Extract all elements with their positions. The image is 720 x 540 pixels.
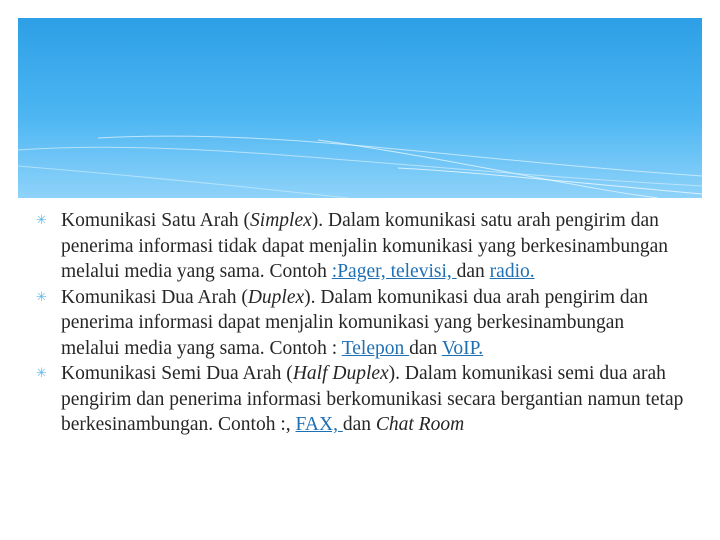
list-item-half-duplex bbox=[36, 361, 684, 438]
link-telepon[interactable]: Telepon bbox=[341, 337, 410, 359]
item-term: Simplex bbox=[250, 210, 312, 231]
item-text: dan bbox=[456, 261, 490, 282]
item-text: dan bbox=[409, 337, 442, 359]
item-text: dan bbox=[342, 414, 376, 435]
link-pager-televisi[interactable]: :Pager, televisi, bbox=[331, 261, 457, 282]
link-fax[interactable]: FAX, bbox=[295, 414, 343, 435]
item-text: ). Dalam komunikasi dua arah pengirim dan penerima informasi dapat menjalin komunikasi yang berkesinambungan melalui media yang sama. Contoh : bbox=[61, 286, 649, 359]
item-text: Komunikasi Satu Arah ( bbox=[61, 210, 251, 231]
item-term: Duplex bbox=[247, 286, 305, 308]
link-radio[interactable]: radio. bbox=[489, 261, 535, 282]
list-item-duplex bbox=[36, 285, 684, 362]
asterisk-bullet-icon: ✳ bbox=[36, 289, 47, 305]
item-text: Komunikasi Dua Arah ( bbox=[61, 286, 248, 308]
item-text: ). Dalam komunikasi satu arah pengirim dan penerima informasi tidak dapat menjalin komunikasi yang berkesinambungan melalui media yang sama. Contoh bbox=[61, 210, 669, 282]
list-item-simplex bbox=[36, 208, 684, 285]
item-term: Half Duplex bbox=[292, 363, 389, 384]
bullet-list bbox=[36, 208, 684, 438]
link-voip[interactable]: VoIP. bbox=[441, 337, 484, 359]
header-banner bbox=[18, 18, 702, 198]
asterisk-bullet-icon: ✳ bbox=[36, 366, 47, 381]
asterisk-bullet-icon: ✳ bbox=[36, 213, 47, 228]
item-text: ). Dalam komunikasi semi dua arah pengirim dan penerima informasi berkomunikasi secara bergantian namun tetap berkesinambungan. Contoh :, bbox=[61, 363, 684, 435]
item-term: Chat Room bbox=[375, 414, 465, 435]
banner-wave-lines bbox=[18, 18, 702, 198]
item-text: Komunikasi Semi Dua Arah ( bbox=[61, 363, 293, 384]
